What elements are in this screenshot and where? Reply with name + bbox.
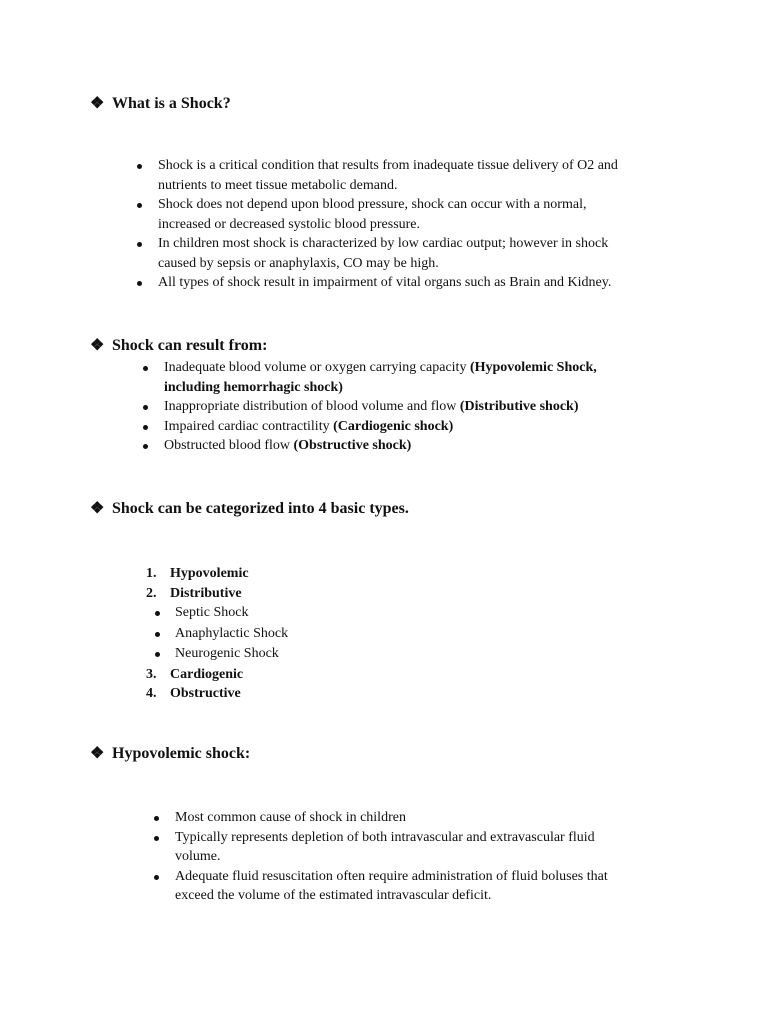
bullet-icon <box>137 242 142 247</box>
diamond-bullet-icon: ❖ <box>90 745 105 762</box>
subtype-text: Septic Shock <box>175 605 249 620</box>
heading-text: Shock can result from: <box>112 337 268 354</box>
heading-text: Shock can be categorized into 4 basic types. <box>112 500 409 517</box>
list-item-line <box>164 397 597 417</box>
list-item-line: volume. <box>175 849 221 864</box>
list-item-line: caused by sepsis or anaphylaxis, CO may be high. <box>158 255 439 271</box>
list-item-line <box>164 436 597 456</box>
cause-type: (Distributive shock) <box>459 399 579 414</box>
bullet-icon <box>154 836 159 841</box>
cause-text: Inadequate blood volume or oxygen carrying capacity <box>164 360 470 375</box>
shock-types-list <box>146 564 289 704</box>
heading-text: Hypovolemic shock: <box>112 745 251 762</box>
bullet-icon <box>137 281 142 286</box>
bullet-icon <box>143 405 148 410</box>
diamond-bullet-icon: ❖ <box>90 337 105 354</box>
list-item-line <box>164 417 597 437</box>
cause-type: (Hypovolemic Shock, <box>469 360 597 375</box>
subtype-text: Neurogenic Shock <box>175 646 279 661</box>
list-number: 3. <box>146 666 157 682</box>
list-number: 1. <box>146 566 157 581</box>
what-is-shock-list <box>158 156 618 293</box>
bullet-icon <box>137 164 142 169</box>
bullet-icon <box>143 444 148 449</box>
list-item-line: increased or decreased systolic blood pressure. <box>158 216 421 232</box>
shock-causes-list <box>164 358 597 456</box>
list-item <box>175 603 288 624</box>
list-item <box>175 624 288 645</box>
list-item-line <box>164 358 597 378</box>
list-item-line: Most common cause of shock in children <box>175 810 406 825</box>
bullet-icon <box>155 632 160 637</box>
heading-hypovolemic-shock <box>90 744 250 764</box>
list-number: 4. <box>146 686 157 701</box>
list-item-line: Typically represents depletion of both intravascular and extravascular fluid <box>175 829 595 845</box>
cause-text: Obstructed blood flow <box>164 438 294 453</box>
bullet-icon <box>154 875 159 880</box>
subtype-text: Anaphylactic Shock <box>175 625 289 641</box>
list-item-line: Shock does not depend upon blood pressure, shock can occur with a normal, <box>158 197 587 212</box>
heading-text: What is a Shock? <box>112 95 231 112</box>
diamond-bullet-icon: ❖ <box>90 500 105 517</box>
bullet-icon <box>154 816 159 821</box>
shock-type: Distributive <box>170 585 242 601</box>
hypovolemic-list <box>175 808 608 906</box>
cause-type-continued: including hemorrhagic shock) <box>164 379 343 395</box>
diamond-bullet-icon: ❖ <box>90 95 105 112</box>
list-item <box>175 644 288 665</box>
bullet-icon <box>143 425 148 430</box>
list-item <box>146 665 288 685</box>
shock-type: Cardiogenic <box>170 666 244 682</box>
heading-what-is-shock <box>90 94 231 114</box>
shock-type: Hypovolemic <box>170 566 249 581</box>
list-item-line: nutrients to meet tissue metabolic demand. <box>158 177 398 193</box>
list-item-line: Shock is a critical condition that results from inadequate tissue delivery of O2 and <box>158 158 618 173</box>
bullet-icon <box>155 652 160 657</box>
list-number: 2. <box>146 585 157 601</box>
cause-text: Impaired cardiac contractility <box>164 418 334 434</box>
bullet-icon <box>143 366 148 371</box>
heading-shock-can-result-from <box>90 336 267 356</box>
cause-type: (Cardiogenic shock) <box>333 418 454 434</box>
cause-type: (Obstructive shock) <box>293 438 412 453</box>
distributive-subtypes <box>170 603 288 665</box>
cause-text: Inappropriate distribution of blood volume and flow <box>164 399 460 414</box>
bullet-icon <box>137 203 142 208</box>
shock-type: Obstructive <box>170 686 241 701</box>
list-item-line: All types of shock result in impairment of vital organs such as Brain and Kidney. <box>158 275 612 290</box>
list-item-line: Adequate fluid resuscitation often require administration of fluid boluses that <box>175 868 608 884</box>
list-item <box>146 684 288 704</box>
heading-shock-categories <box>90 499 409 519</box>
bullet-icon <box>155 611 160 616</box>
list-item-line: exceed the volume of the estimated intravascular deficit. <box>175 888 492 903</box>
list-item-line: In children most shock is characterized by low cardiac output; however in shock <box>158 236 609 251</box>
